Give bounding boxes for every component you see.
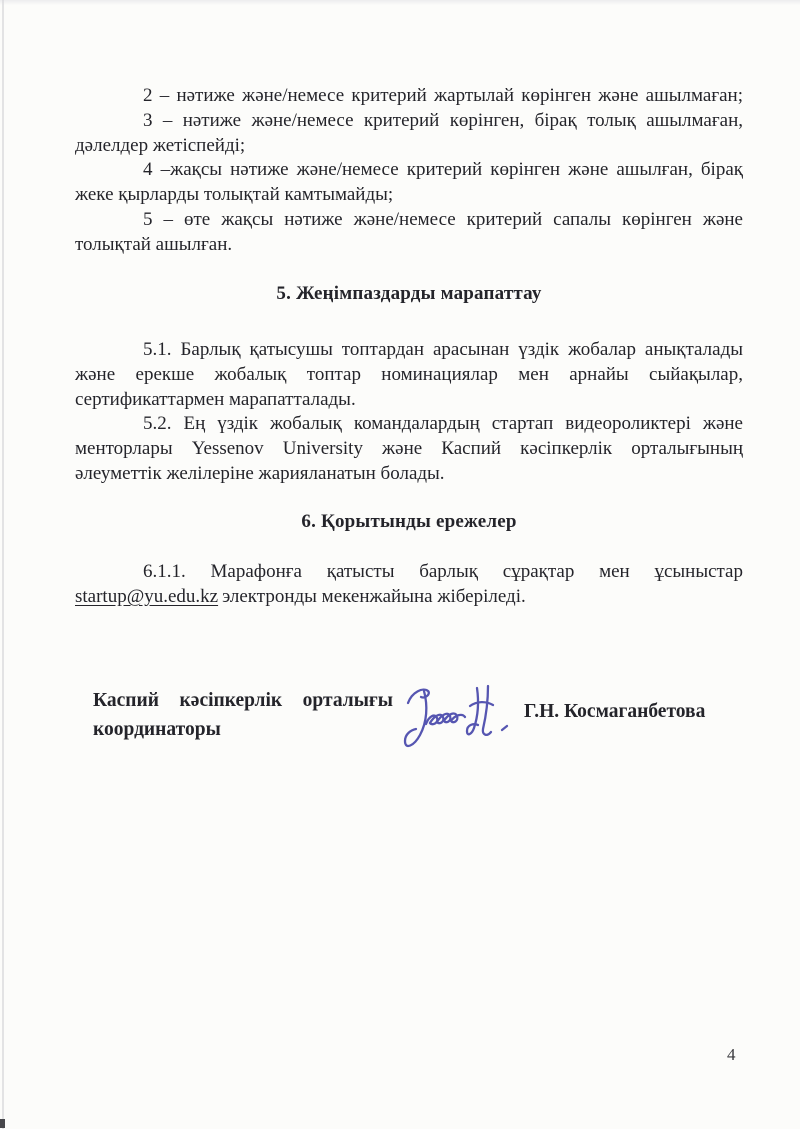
scan-edge-line	[2, 0, 4, 1129]
para-5-1-line1: 5.1. Барлық қатысушы топтардан арасынан үздік жобалар анықталады	[143, 339, 743, 360]
para-6-1-1-line1: 6.1.1. Марафонға қатысты барлық сұрақтар мен ұсыныстар	[143, 561, 743, 582]
para-5-1-line3: сертификаттармен марапатталады.	[75, 388, 356, 410]
section-5-body	[75, 338, 743, 487]
section-5-heading: 5. Жеңімпаздарды марапаттау	[276, 283, 542, 304]
scan-corner-mark	[0, 1119, 5, 1128]
section-6-body	[75, 560, 743, 610]
criteria-line-2: 2 – нәтиже және/немесе критерий жартылай көрінген және ашылмаған;	[143, 85, 743, 106]
para-5-2-line3: әлеуметтік желілеріне жарияланатын болады.	[75, 462, 445, 484]
signatory-role-line2: координаторы	[93, 719, 221, 740]
criteria-line-3a: 3 – нәтиже және/немесе критерий көрінген, бірақ толық ашылмаған,	[143, 109, 743, 131]
para-6-1-1-line2	[75, 585, 743, 610]
signatory-role-line1: Каспий кәсіпкерлік орталығы	[93, 690, 393, 711]
criteria-line-5b: толықтай ашылған.	[75, 233, 233, 255]
signatory-role	[93, 686, 393, 744]
para-6-1-1-line2-rest: электронды мекенжайына жіберіледі.	[222, 585, 526, 607]
criteria-line-4a: 4 –жақсы нәтиже және/немесе критерий көрінген және ашылған, бірақ	[143, 159, 743, 181]
criteria-line-4b: жеке қырларды толықтай камтымайды;	[75, 184, 394, 206]
criteria-line-5a: 5 – өте жақсы нәтиже және/немесе критерий сапалы көрінген және	[143, 208, 743, 230]
para-5-2-line1: 5.2. Ең үздік жобалық командалардың стартап видеороликтері және	[143, 413, 743, 435]
handwritten-signature	[398, 678, 516, 773]
scan-top-smudge	[0, 0, 800, 5]
criteria-paragraphs	[75, 84, 743, 258]
para-5-2-line2: менторлары Yessenov University және Каспий кәсіпкерлік орталығының	[75, 438, 743, 460]
page-number: 4	[727, 1045, 736, 1064]
signatory-name: Г.Н. Космаганбетова	[524, 701, 706, 722]
para-5-1-line2: және ерекше жобалық топтар номинациялар мен арнайы сыйақылар,	[75, 363, 743, 385]
email-address: startup@yu.edu.kz	[75, 585, 219, 607]
section-6-heading: 6. Қорытынды ережелер	[301, 511, 517, 532]
criteria-line-3b: дәлелдер жетіспейді;	[75, 134, 246, 156]
